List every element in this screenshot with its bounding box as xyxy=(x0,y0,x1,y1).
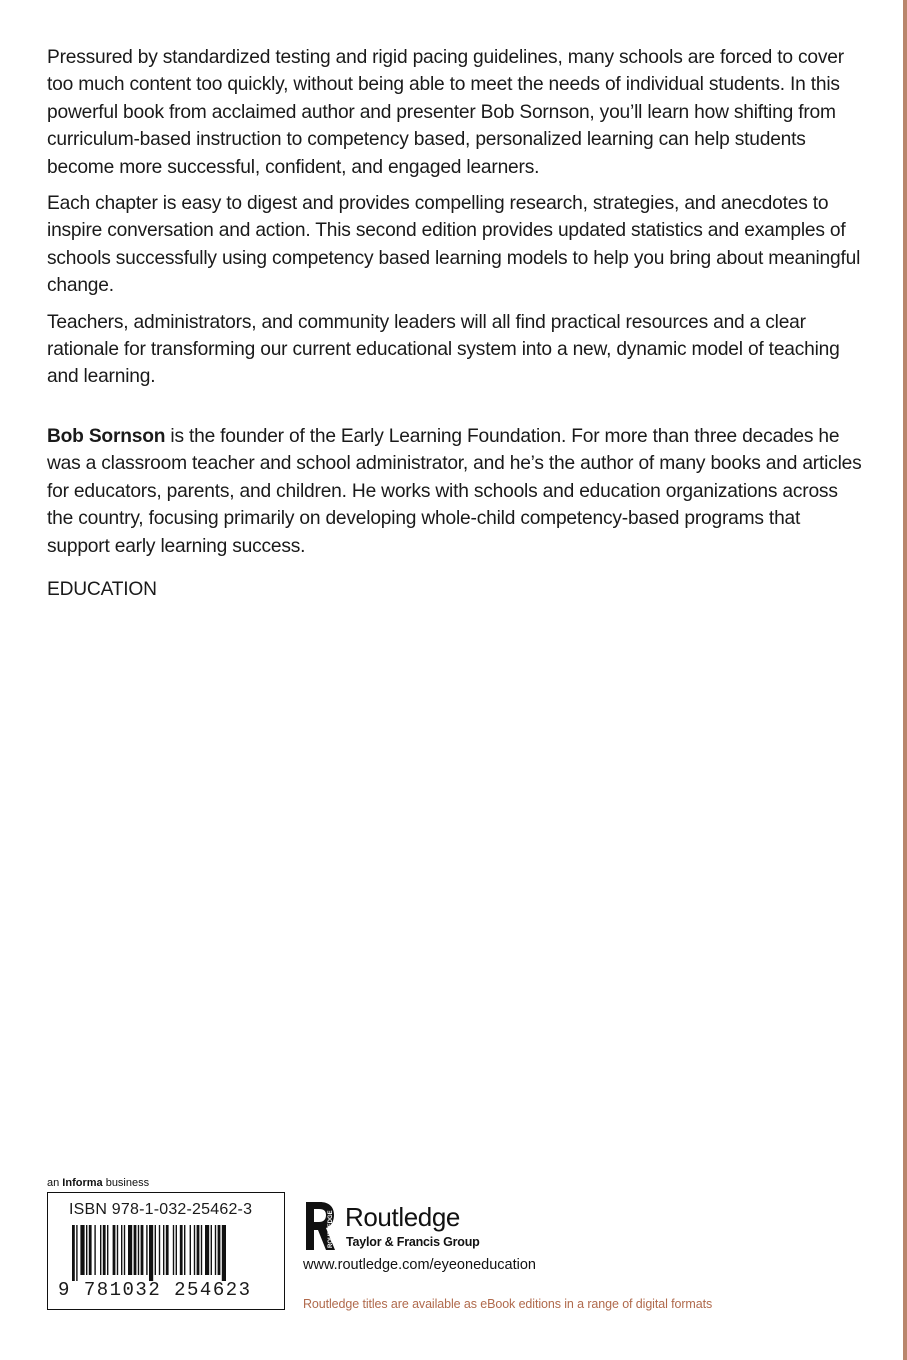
barcode-bar xyxy=(80,1225,84,1275)
back-cover-text xyxy=(47,44,862,612)
subject-category: EDUCATION xyxy=(47,578,157,600)
barcode-bar xyxy=(113,1225,116,1275)
barcode-image xyxy=(58,1225,278,1281)
author-name: Bob Sornson xyxy=(47,425,166,447)
informa-prefix: an xyxy=(47,1177,63,1189)
barcode-bar xyxy=(138,1225,139,1275)
barcode-bar xyxy=(94,1225,95,1275)
barcode-bar xyxy=(222,1225,226,1281)
ebook-availability-note: Routledge titles are available as eBook editions in a range of digital formats xyxy=(303,1297,713,1311)
barcode-bar xyxy=(117,1225,118,1275)
barcode-digits xyxy=(58,1279,252,1301)
barcode-bar xyxy=(134,1225,137,1275)
informa-suffix: business xyxy=(102,1177,150,1189)
barcode-bar xyxy=(176,1225,177,1275)
publisher-website[interactable]: www.routledge.com/eyeoneducation xyxy=(303,1257,536,1273)
barcode-bar xyxy=(103,1225,106,1275)
barcode-bar xyxy=(190,1225,191,1275)
barcode-bar xyxy=(166,1225,169,1275)
author-bio-text: is the founder of the Early Learning Foundation. For more than three decades he was a classroom teacher and school administrator, and he’s the author of many books and articles for educators, parents, and children. He works with schools and education organizations across the country, focusing primarily on developing whole-child competency-based programs that support early learning success. xyxy=(47,425,862,557)
barcode-bar xyxy=(184,1225,185,1275)
publisher-name: Routledge xyxy=(345,1202,460,1232)
barcode-bar xyxy=(194,1225,195,1275)
barcode-bar xyxy=(163,1225,164,1275)
informa-tagline xyxy=(47,1177,149,1189)
barcode-bar xyxy=(128,1225,132,1275)
barcode-bar xyxy=(197,1225,200,1275)
barcode-bar xyxy=(121,1225,122,1275)
barcode-bar xyxy=(215,1225,216,1275)
routledge-logo-text: ROUTLEDGE xyxy=(328,1210,334,1248)
barcode-digit-first: 9 xyxy=(58,1279,71,1301)
barcode-bar xyxy=(107,1225,108,1275)
publisher-group: Taylor & Francis Group xyxy=(346,1235,480,1249)
barcode-bar xyxy=(76,1225,77,1281)
barcode-bar xyxy=(155,1225,156,1275)
barcode-bar xyxy=(149,1225,153,1281)
barcode-bar xyxy=(218,1225,221,1275)
barcode-bar xyxy=(72,1225,75,1281)
barcode-digits-rest: 781032 254623 xyxy=(83,1279,252,1301)
barcode-bar xyxy=(89,1225,92,1275)
blurb-paragraph-3: Teachers, administrators, and community leaders will all find practical resources and a clear rationale for transforming our current educational system into a new, dynamic model of teaching and learning. xyxy=(47,311,840,388)
isbn-label: ISBN 978-1-032-25462-3 xyxy=(69,1201,253,1218)
barcode-bar xyxy=(180,1225,183,1275)
barcode-bar xyxy=(124,1225,125,1275)
barcode-bar xyxy=(100,1225,101,1275)
blurb-paragraph-2: Each chapter is easy to digest and provides compelling research, strategies, and anecdotes to inspire conversation and action. This second edition provides updated statistics and examples of schools successfully using competency based learning models to help you bring about meaningful change. xyxy=(47,193,861,297)
barcode-bar xyxy=(201,1225,202,1275)
isbn-barcode-box xyxy=(47,1192,285,1310)
informa-brand: Informa xyxy=(62,1177,103,1189)
author-bio xyxy=(47,423,862,560)
barcode-bar xyxy=(173,1225,174,1275)
blurb-paragraph-1: Pressured by standardized testing and rigid pacing guidelines, many schools are forced to cover too much content too quickly, without being able to meet the needs of individual students. In this powerful book from acclaimed author and presenter Bob Sornson, you’ll learn how shifting from curriculum-based instruction to competency based, personalized learning can help students become more successful, confident, and engaged learners. xyxy=(47,47,844,178)
barcode-bar xyxy=(146,1225,147,1275)
routledge-logo-icon xyxy=(302,1200,338,1252)
barcode-bar xyxy=(86,1225,87,1275)
barcode-bar xyxy=(205,1225,209,1275)
barcode-bar xyxy=(211,1225,212,1275)
barcode-bar xyxy=(159,1225,160,1275)
cover-edge-line xyxy=(903,0,907,1360)
barcode-bar xyxy=(141,1225,144,1275)
